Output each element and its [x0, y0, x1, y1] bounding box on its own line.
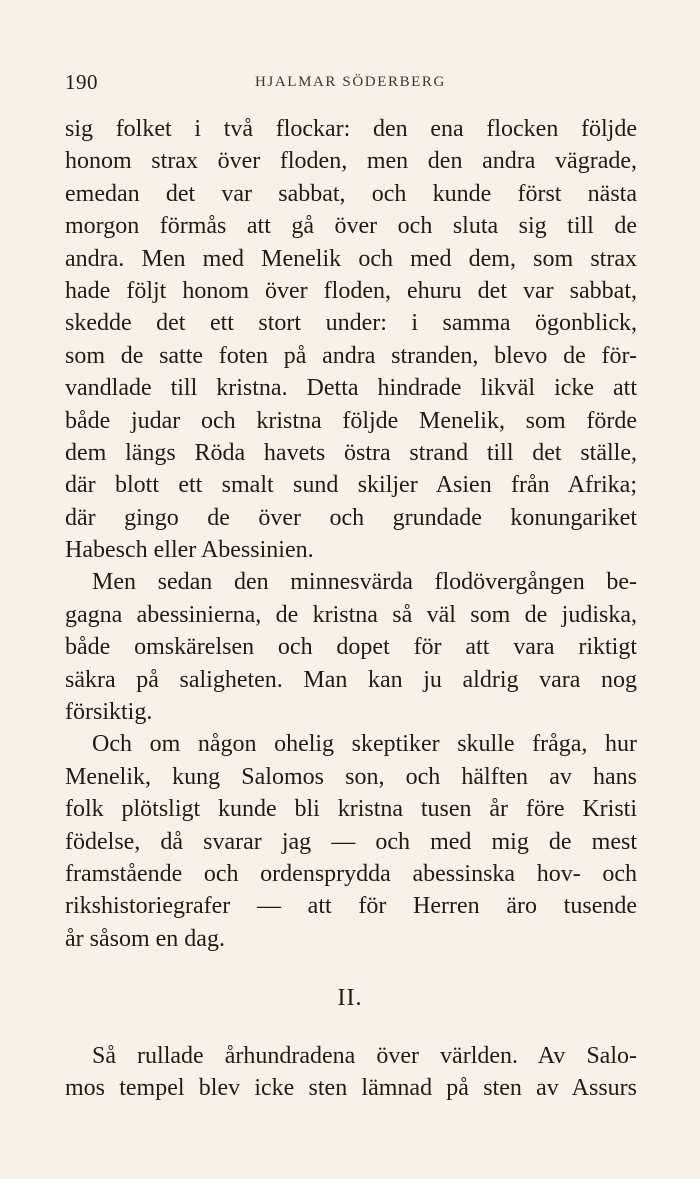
- text-line: säkra på saligheten. Man kan ju aldrig vara nog: [65, 666, 637, 693]
- text-line: sig folket i två flockar: den ena flocken följde: [65, 116, 637, 142]
- text-line: år såsom en dag.: [65, 925, 225, 952]
- running-head: [65, 70, 637, 100]
- text-line: Men sedan den minnesvärda flodövergången be-: [92, 569, 637, 596]
- text-line: där gingo de över och grundade konungariket: [65, 504, 637, 531]
- text-line: försiktig.: [65, 699, 153, 726]
- section-heading: II.: [337, 985, 363, 1011]
- text-line: skedde det ett stort under: i samma ögonblick,: [65, 310, 637, 337]
- page-number: 190: [65, 70, 98, 94]
- text-line: mos tempel blev icke sten lämnad på sten av Assurs: [65, 1075, 637, 1102]
- body-text: [65, 113, 637, 955]
- text-line: både omskärelsen och dopet för att vara riktigt: [65, 634, 637, 661]
- running-title: HJALMAR SÖDERBERG: [255, 74, 446, 90]
- text-line: folk plötsligt kunde bli kristna tusen år före Kristi: [65, 796, 637, 823]
- text-line: andra. Men med Menelik och med dem, som strax: [65, 245, 637, 272]
- text-line: gagna abessinierna, de kristna så väl som de judiska,: [65, 601, 637, 628]
- text-line: framstående och ordensprydda abessinska hov- och: [65, 860, 637, 887]
- section-text: [65, 1040, 637, 1105]
- text-line: Så rullade århundradena över världen. Av Salo-: [92, 1043, 637, 1069]
- text-line: vandlade till kristna. Detta hindrade likväl icke att: [65, 375, 637, 402]
- text-line: Menelik, kung Salomos son, och hälften av hans: [65, 763, 637, 790]
- text-line: både judar och kristna följde Menelik, som förde: [65, 407, 637, 434]
- text-line: som de satte foten på andra stranden, blevo de för-: [65, 342, 637, 369]
- text-line: emedan det var sabbat, och kunde först nästa: [65, 180, 637, 207]
- text-line: födelse, då svarar jag — och med mig de mest: [65, 828, 637, 855]
- text-line: där blott ett smalt sund skiljer Asien från Afrika;: [65, 472, 637, 499]
- text-line: honom strax över floden, men den andra vägrade,: [65, 148, 637, 175]
- text-line: Och om någon ohelig skeptiker skulle fråga, hur: [92, 731, 637, 758]
- text-line: dem längs Röda havets östra strand till det ställe,: [65, 439, 637, 466]
- text-line: morgon förmås att gå över och sluta sig till de: [65, 213, 637, 240]
- text-line: hade följt honom över floden, ehuru det var sabbat,: [65, 277, 637, 304]
- text-line: Habesch eller Abessinien.: [65, 537, 314, 564]
- text-line: rikshistoriegrafer — att för Herren äro tusende: [65, 893, 637, 920]
